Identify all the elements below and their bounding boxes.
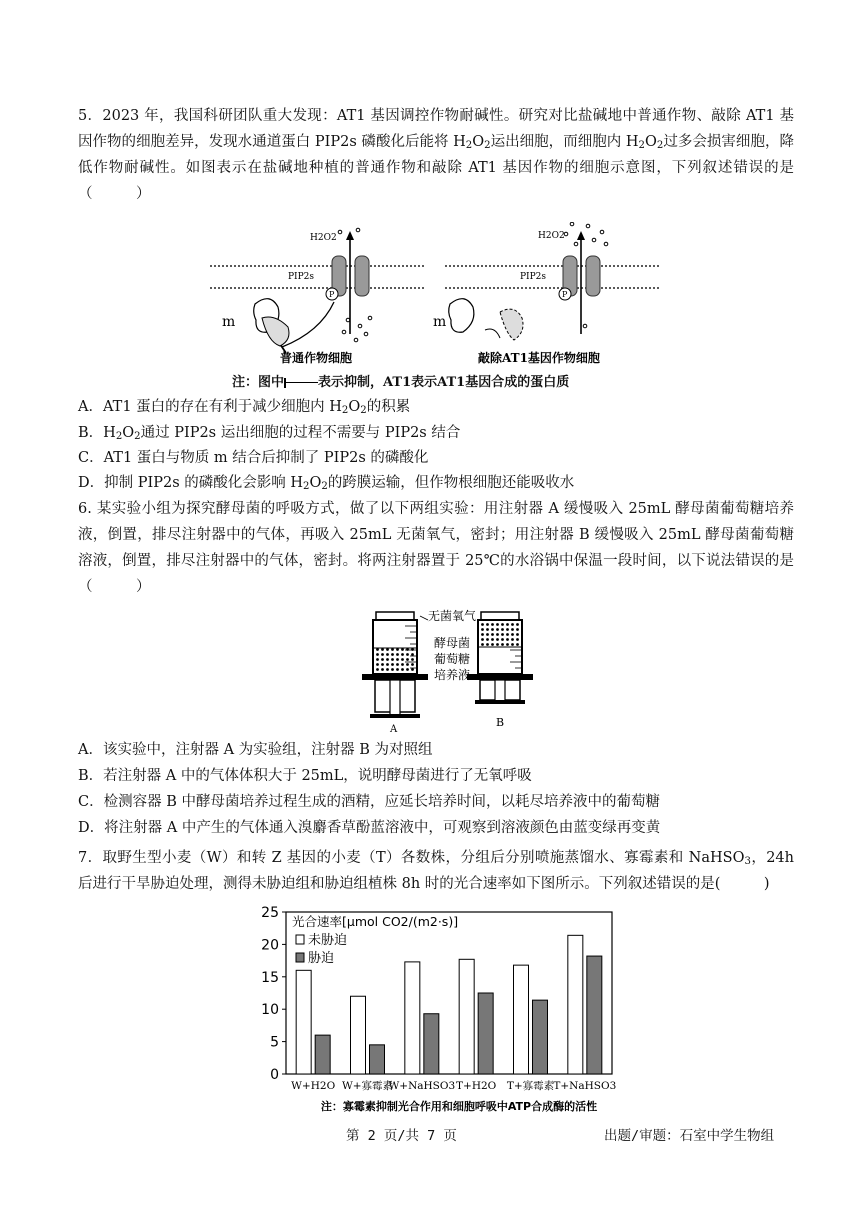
legend-label: 未胁迫	[308, 933, 348, 948]
q7-stem: 7．取野生型小麦（W）和转 Z 基因的小麦（T）各数株，分组后分别喷施蒸馏水、寡霉素和 NaHSO$_3$，24h 后进行干旱胁迫处理，测得未胁迫组和胁迫组植株 8h 时的光合速率如下图所示。下列叙述错误的是( )	[78, 850, 794, 892]
bar-unstressed	[296, 970, 311, 1074]
left-m-label: m	[222, 314, 236, 330]
x-tick-label: W+NaHSO3	[388, 1080, 456, 1092]
q6-option-a: A．该实验中，注射器 A 为实验组，注射器 B 为对照组	[78, 742, 433, 758]
right-p-label: P	[562, 290, 568, 299]
y-tick-label: 10	[261, 1002, 279, 1019]
q5-note: 注：图中 表示抑制，AT1表示AT1基因合成的蛋白质	[232, 375, 570, 390]
bar-unstressed	[568, 935, 583, 1074]
legend-swatch	[296, 935, 304, 944]
q5-stem-part1: 5．2023 年，我国科研团队重大发现：AT1 基因调控作物耐碱性。研究对比盐碱地中普通作物、敲除 AT1 基因作物的细胞差异，发现水通道蛋白 PIP2s 磷酸化后能将 H	[78, 108, 794, 150]
oxygen-label: 无菌氧气	[428, 609, 477, 623]
legend-swatch	[296, 953, 304, 962]
right-pip2s-label: PIP2s	[520, 272, 547, 282]
y-tick-label: 0	[270, 1067, 279, 1083]
q6-syringe-diagram	[360, 602, 540, 734]
bar-unstressed	[459, 959, 474, 1074]
q5-stem-part3: 过多会损害细胞，降低作物耐碱性。如图表示在盐碱地种植的普通作物和敲除 AT1 基因作物的细胞示意图，下列叙述错误的是（ ）	[78, 134, 794, 202]
q5-option-c: C．AT1 蛋白与物质 m 结合后抑制了 PIP2s 的磷酸化	[78, 450, 429, 466]
footer-author: 出题/审题：石室中学生物组	[604, 1128, 775, 1144]
right-h2o2-label: H2O2	[538, 231, 565, 241]
x-tick-label: W+H2O	[291, 1080, 336, 1092]
y-tick-label: 20	[261, 937, 279, 954]
chart-note: 注：寡霉素抑制光合作用和细胞呼吸中ATP合成酶的活性	[320, 1100, 598, 1113]
bar-stressed	[424, 1014, 439, 1074]
x-tick-label: T+H2O	[456, 1080, 497, 1092]
bar-unstressed	[405, 962, 420, 1074]
bar-stressed	[370, 1045, 385, 1074]
yeast-label-1: 酵母菌	[434, 636, 471, 650]
q5-cell-diagram	[200, 222, 670, 370]
q5-option-b: B．$H_2O_2$通过 PIP2s 运出细胞的过程不需要与 PIP2s 结合	[78, 425, 461, 442]
yeast-label-3: 培养液	[434, 668, 471, 682]
left-pip2s-label: PIP2s	[288, 272, 315, 282]
bar-stressed	[478, 993, 493, 1074]
q7-photosynthesis-bar-chart	[250, 902, 630, 1116]
x-tick-label: T+NaHSO3	[553, 1080, 617, 1092]
bar-unstressed	[351, 996, 366, 1074]
right-caption: 敲除AT1基因作物细胞	[478, 351, 600, 365]
right-m-label: m	[433, 314, 447, 330]
left-caption: 普通作物细胞	[280, 351, 353, 365]
q5-stem-part2: 运出细胞，而细胞内 H	[490, 134, 639, 150]
bar-stressed	[533, 1000, 548, 1074]
q5-option-d: D．抑制 PIP2s 的磷酸化会影响 $H_2O_2$的跨膜运输，但作物根细胞还能吸收水	[78, 475, 575, 492]
q6-option-c: C．检测容器 B 中酵母菌培养过程生成的酒精，应延长培养时间，以耗尽培养液中的葡萄糖	[78, 794, 660, 810]
syringe-a-label: A	[390, 724, 398, 734]
q5-option-a: A．AT1 蛋白的存在有利于减少细胞内 $H_2O_2$的积累	[78, 399, 411, 416]
q6-option-b: B．若注射器 A 中的气体体积大于 25mL，说明酵母菌进行了无氧呼吸	[78, 768, 532, 784]
legend-label: 胁迫	[308, 951, 335, 966]
bar-unstressed	[514, 965, 529, 1074]
left-h2o2-label: H2O2	[310, 233, 337, 243]
syringe-b-label: B	[496, 716, 505, 729]
left-p-label: P	[329, 290, 335, 299]
y-tick-label: 25	[261, 905, 279, 921]
syringe-b	[467, 612, 533, 729]
inhibit-symbol-icon	[284, 378, 318, 388]
y-tick-label: 15	[261, 969, 279, 986]
y-axis-label: 光合速率[μmol CO2/(m2·s)]	[292, 914, 459, 929]
x-tick-label: W+寡霉素	[341, 1080, 394, 1092]
x-tick-label: T+寡霉素	[506, 1080, 555, 1092]
syringe-a	[362, 612, 428, 734]
q6-stem: 6. 某实验小组为探究酵母菌的呼吸方式，做了以下两组实验：用注射器 A 缓慢吸入 25mL 酵母菌葡萄糖培养液，倒置，排尽注射器中的气体，再吸入 25mL 无菌氧气，密封；用注射器 B 缓慢吸入 25mL 酵母菌葡萄糖溶液，倒置，排尽注射器中的气体，密封。将两注射器置于 25℃的水浴锅中保温一段时间，以下说法错误的是（ ）	[78, 501, 794, 595]
yeast-label-2: 葡萄糖	[434, 652, 471, 666]
bar-stressed	[315, 1035, 330, 1074]
q6-option-d: D．将注射器 A 中产生的气体通入溴麝香草酚蓝溶液中，可观察到溶液颜色由蓝变绿再变黄	[78, 820, 661, 836]
bar-stressed	[587, 956, 602, 1074]
q5-stem: 5．2023 年，我国科研团队重大发现：AT1 基因调控作物耐碱性。研究对比盐碱地中普通作物、敲除 AT1 基因作物的细胞差异，发现水通道蛋白 PIP2s 磷酸化后能将 $H_2O_2$运出细胞，而细胞内 $H_2O_2$过多会损害细胞，降低作物耐碱性。如图表示在盐碱地种植的普通作物和敲除 AT1 基因作物的细胞示意图，下列叙述错误的是（ ）	[78, 108, 794, 202]
left-pip2s-channel	[278, 231, 369, 353]
y-tick-label: 5	[270, 1034, 279, 1051]
page-number: 第 2 页/共 7 页	[346, 1128, 457, 1144]
right-pip2s-channel	[559, 231, 600, 334]
